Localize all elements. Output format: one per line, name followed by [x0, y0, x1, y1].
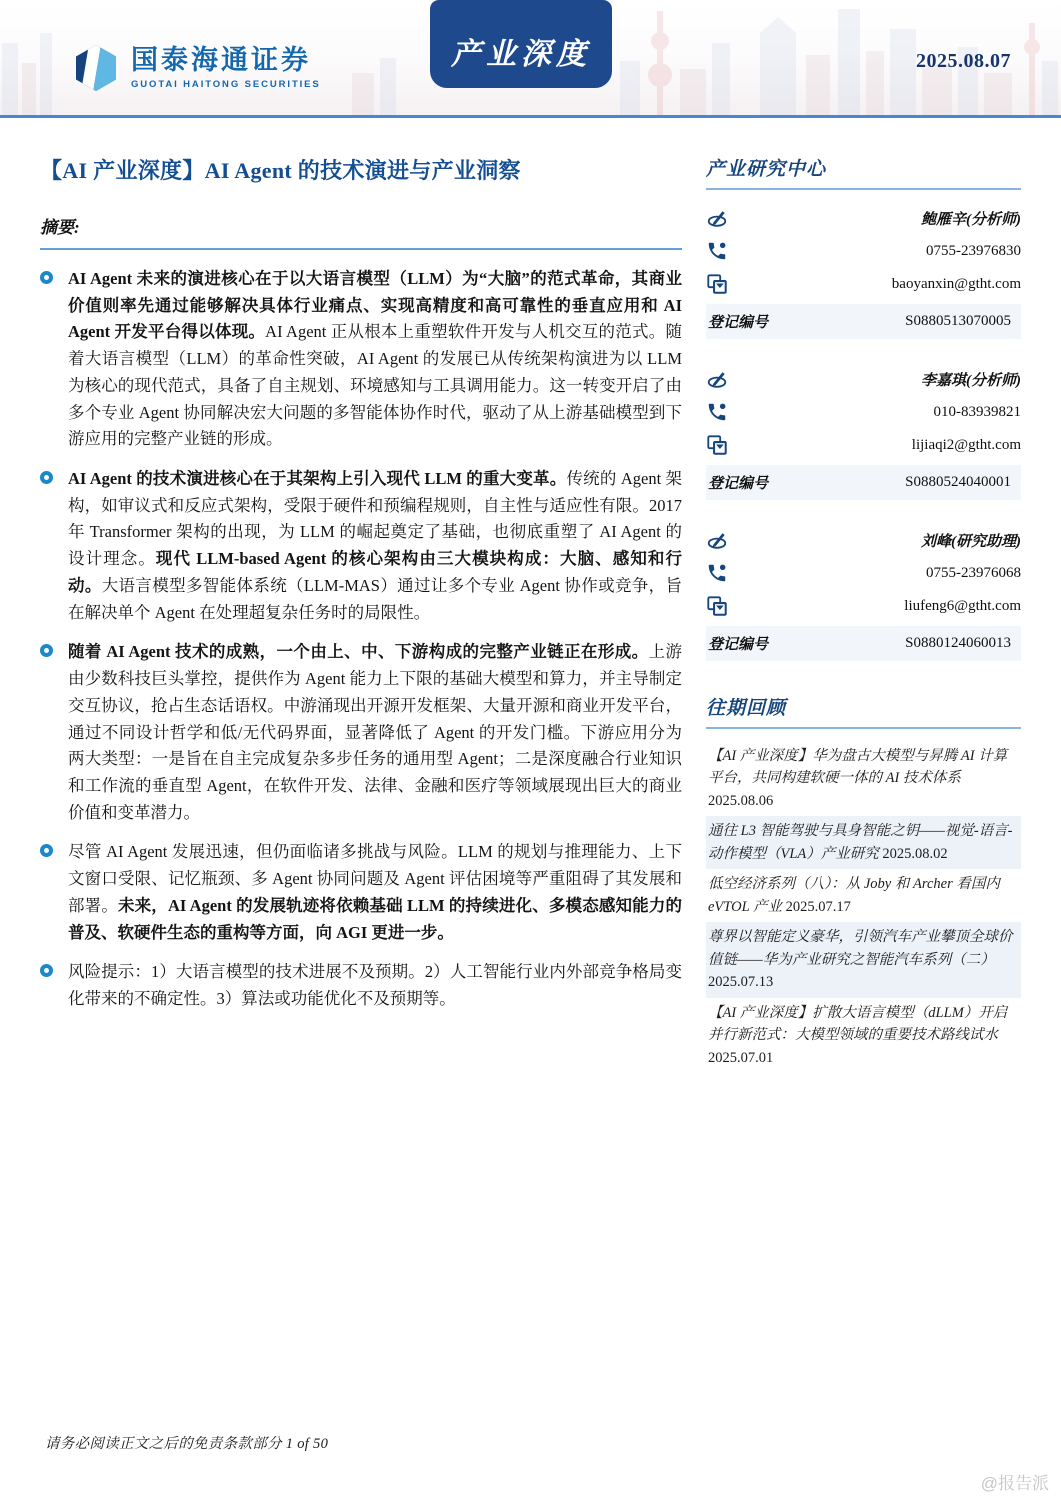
- phone-icon: [706, 240, 730, 264]
- brand-hexagon-icon: [72, 44, 120, 92]
- brand-logo: [72, 44, 321, 92]
- email-icon: [706, 595, 730, 619]
- analyst-name: 鲍雁辛(分析师): [921, 212, 1021, 228]
- abstract-column: [40, 154, 682, 1073]
- brand-name-cn: 国泰海通证券: [131, 44, 311, 75]
- history-item-date: 2025.07.13: [708, 974, 774, 991]
- abstract-divider: [40, 248, 682, 250]
- history-item-date: 2025.08.06: [708, 792, 774, 809]
- analyst-phone: 0755-23976830: [926, 243, 1021, 259]
- history-item-date: 2025.08.02: [882, 845, 948, 862]
- analyst-row: [706, 396, 1021, 429]
- history-item-link[interactable]: [706, 816, 1021, 869]
- analyst-email[interactable]: lijiaqi2@gtht.com: [911, 437, 1021, 453]
- email-icon: [706, 434, 730, 458]
- research-center-heading: 产业研究中心: [706, 154, 1021, 190]
- registration-number: S0880524040001: [905, 474, 1011, 490]
- registration-row: [706, 465, 1021, 500]
- analyst-phone: 010-83939821: [933, 404, 1021, 420]
- pen-icon: [706, 207, 730, 231]
- brand-name-en: GUOTAI HAITONG SECURITIES: [131, 79, 321, 91]
- sidebar: [706, 154, 1021, 1073]
- bullet-text: AI Agent 未来的演进核心在于以大语言模型（LLM）为“大脑”的范式革命，其商业价值则率先通过能够解决具体行业痛点、实现高精度和高可靠性的垂直应用和 AI Agent 开发平台得以体现。AI Agent 正从根本上重塑软件开发与人机交互的范式。随着大语言模型（LLM）的革命性突破，AI Agent 的发展已从传统架构演进为以 LLM 为核心的现代范式，具备了自主规划、环境感知与工具调用能力。这一转变开启了由多个专业 Agent 协同解决宏大问题的多智能体协作时代，驱动了从上游基础模型到下游应用的完整产业链的形成。: [68, 269, 682, 449]
- report-type-badge: 产业深度: [430, 0, 612, 88]
- abstract-bullet: [40, 466, 682, 626]
- registration-number: S0880513070005: [905, 313, 1011, 329]
- main-content: [0, 154, 1061, 1073]
- history-item-title: 【AI 产业深度】扩散大语言模型（dLLM）开启并行新范式：大模型领域的重要技术路线试水: [708, 1004, 1008, 1044]
- analyst-list: [706, 202, 1021, 661]
- abstract-bullet: [40, 959, 682, 1012]
- phone-icon: [706, 562, 730, 586]
- registration-row: [706, 626, 1021, 661]
- bullet-text: 随着 AI Agent 技术的成熟，一个由上、中、下游构成的完整产业链正在形成。上游由少数科技巨头掌控，提供作为 Agent 能力上下限的基础大模型和算力，并主导制定交互协议，抢占生态话语权。中游涌现出开源开发框架、大量开源和商业开发平台，通过不同设计哲学和低/无代码界面，显著降低了 Agent 的开发门槛。下游应用分为两大类型：一是旨在自主完成复杂多步任务的通用型 Agent；二是深度融合行业知识和工作流的垂直型 Agent，在软件开发、法律、金融和医疗等领域展现出巨大的商业价值和变革潜力。: [68, 642, 683, 822]
- abstract-label: 摘要:: [40, 218, 80, 237]
- history-item-link[interactable]: [706, 869, 1021, 922]
- registration-label: 登记编号: [708, 637, 769, 653]
- history-item-link[interactable]: [706, 922, 1021, 997]
- watermark: @报告派: [980, 1474, 1049, 1493]
- bullet-ring-icon: [40, 471, 53, 484]
- analyst-row: [706, 363, 1021, 396]
- history-item-title: 尊界以智能定义豪华，引领汽车产业攀顶全球价值链——华为产业研究之智能汽车系列（二）: [708, 929, 1013, 968]
- history-item-date: 2025.07.01: [708, 1049, 774, 1066]
- registration-number: S0880124060013: [905, 635, 1011, 651]
- phone-icon: [706, 401, 730, 425]
- page-header: [0, 0, 1061, 118]
- analyst-row: [706, 429, 1021, 462]
- history-item-title: 低空经济系列（八）：从 Joby 和 Archer 看国内 eVTOL 产业: [708, 876, 1000, 915]
- history-item-date: 2025.07.17: [785, 898, 851, 915]
- email-icon: [706, 273, 730, 297]
- history-heading: 往期回顾: [706, 693, 1021, 729]
- registration-row: [706, 304, 1021, 339]
- report-title: 【AI 产业深度】AI Agent 的技术演进与产业洞察: [40, 158, 521, 183]
- bullet-text: AI Agent 的技术演进核心在于其架构上引入现代 LLM 的重大变革。传统的 Agent 架构，如审议式和反应式架构，受限于硬件和预编程规则，自主性与适应性有限。2017 年 Transformer 架构的出现，为 LLM 的崛起奠定了基础，也彻底重塑了 AI Agent 的设计理念。现代 LLM-based Agent 的核心架构由三大模块构成：大脑、感知和行动。大语言模型多智能体系统（LLM-MAS）通过让多个专业 Agent 协作或竞争，旨在解决单个 Agent 在处理超复杂任务时的局限性。: [68, 469, 683, 622]
- history-item-title: 通往 L3 智能驾驶与具身智能之钥——视觉-语言-动作模型（VLA）产业研究: [708, 823, 1013, 862]
- registration-label: 登记编号: [708, 476, 769, 492]
- pen-icon: [706, 368, 730, 392]
- analyst-phone: 0755-23976068: [926, 565, 1021, 581]
- history-item-link[interactable]: [706, 998, 1021, 1073]
- disclaimer-footer: [45, 1432, 328, 1453]
- history-item-title: 【AI 产业深度】华为盘古大模型与昇腾 AI 计算平台，共同构建软硬一体的 AI 技术体系: [708, 748, 1008, 787]
- analyst-row: [706, 590, 1021, 623]
- analyst-card: [706, 363, 1021, 500]
- analyst-row: [706, 202, 1021, 235]
- analyst-row: [706, 524, 1021, 557]
- report-date: 2025.08.07: [916, 50, 1011, 72]
- abstract-bullet: [40, 639, 682, 826]
- bullet-ring-icon: [40, 964, 53, 977]
- analyst-row: [706, 557, 1021, 590]
- bullet-ring-icon: [40, 844, 53, 857]
- history-section: [706, 693, 1021, 1073]
- registration-label: 登记编号: [708, 315, 769, 331]
- analyst-row: [706, 235, 1021, 268]
- bullet-text: 风险提示：1）大语言模型的技术进展不及预期。2）人工智能行业内外部竞争格局变化带来的不确定性。3）算法或功能优化不及预期等。: [68, 962, 682, 1008]
- history-list: [706, 741, 1021, 1073]
- analyst-email[interactable]: baoyanxin@gtht.com: [891, 276, 1021, 292]
- abstract-bullet: [40, 266, 682, 453]
- analyst-card: [706, 202, 1021, 339]
- disclaimer-text: 请务必阅读正文之后的免责条款部分: [45, 1436, 282, 1452]
- analyst-name: 李嘉琪(分析师): [921, 373, 1021, 389]
- analyst-card: [706, 524, 1021, 661]
- bullet-ring-icon: [40, 644, 53, 657]
- analyst-email[interactable]: liufeng6@gtht.com: [904, 598, 1021, 614]
- analyst-row: [706, 268, 1021, 301]
- analyst-name: 刘峰(研究助理): [921, 534, 1021, 550]
- pen-icon: [706, 529, 730, 553]
- page-number: 1 of 50: [285, 1436, 329, 1452]
- bullet-text: 尽管 AI Agent 发展迅速，但仍面临诸多挑战与风险。LLM 的规划与推理能力、上下文窗口受限、记忆瓶颈、多 Agent 协同问题及 Agent 评估困境等严重阻碍了其发展和部署。未来，AI Agent 的发展轨迹将依赖基础 LLM 的持续进化、多模态感知能力的普及、软硬件生态的重构等方面，向 AGI 更进一步。: [68, 842, 682, 942]
- history-item-link[interactable]: [706, 741, 1021, 816]
- abstract-bullet-list: [40, 266, 682, 1013]
- bullet-ring-icon: [40, 271, 53, 284]
- abstract-bullet: [40, 839, 682, 946]
